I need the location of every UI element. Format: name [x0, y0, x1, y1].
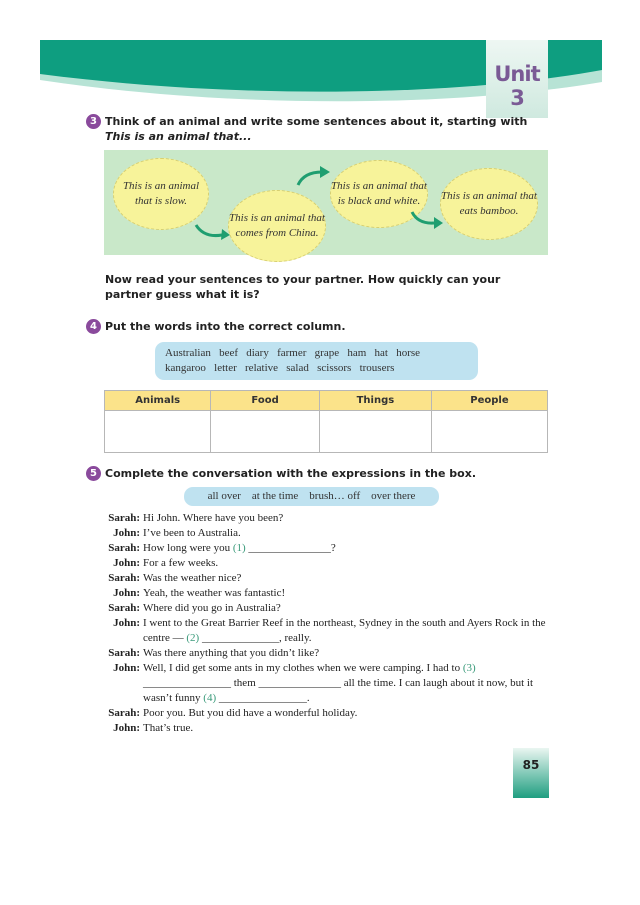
- animals-cell[interactable]: [105, 411, 211, 453]
- speaker: John:: [113, 662, 140, 674]
- blank-number: (3): [462, 662, 476, 674]
- text-segment: Where did you go in Australia?: [143, 602, 281, 614]
- dialogue-line: [102, 616, 552, 646]
- text-segment: Was there anything that you didn’t like?: [143, 647, 320, 659]
- bubble-4: This is an animal that eats bamboo.: [440, 168, 538, 240]
- food-cell[interactable]: [211, 411, 320, 453]
- blank-number: (1): [232, 542, 246, 554]
- dialogue-line: [102, 571, 552, 586]
- unit-title: Unit 3: [494, 62, 540, 110]
- text-segment: Hi John. Where have you been?: [143, 512, 284, 524]
- arrow-icons: [104, 150, 548, 255]
- text-segment: Well, I did get some ants in my clothes when we were camping. I had to: [143, 662, 463, 674]
- dialogue-line: [102, 586, 552, 601]
- things-cell[interactable]: [319, 411, 431, 453]
- instruction-text: Think of an animal and write some sentences about it, starting with: [105, 115, 528, 128]
- text-segment: I went to the Great Barrier Reef in the northeast, Sydney in the south and Ayers Rock in the centre —: [143, 617, 546, 644]
- column-food: Food: [211, 391, 320, 411]
- dialogue-line: [102, 541, 552, 556]
- speaker: Sarah:: [108, 512, 140, 524]
- speaker: John:: [113, 527, 140, 539]
- line-text: [143, 556, 552, 571]
- line-text: [143, 586, 552, 601]
- text-segment: ______________, really.: [199, 632, 312, 644]
- text-segment: That’s true.: [143, 722, 194, 734]
- exercise-3-number: 3: [86, 114, 101, 129]
- bubble-2: This is an animal that comes from China.: [228, 190, 326, 262]
- exercise-4-number: 4: [86, 319, 101, 334]
- line-text: [143, 706, 552, 721]
- text-segment: For a few weeks.: [143, 557, 219, 569]
- text-segment: How long were you: [143, 542, 233, 554]
- line-text: [143, 526, 552, 541]
- line-text: [143, 721, 552, 736]
- text-segment: ________________ them _______________ all the time. I can laugh about it now, but it wasn’t funny: [143, 677, 534, 704]
- column-things: Things: [319, 391, 431, 411]
- speaker: John:: [113, 722, 140, 734]
- expressions-box: all over at the time brush… off over there: [184, 487, 439, 506]
- exercise-3-followup: Now read your sentences to your partner. How quickly can your partner guess what it is?: [105, 273, 501, 301]
- column-people: People: [431, 391, 547, 411]
- line-text: [143, 616, 552, 646]
- conversation: [102, 511, 552, 736]
- dialogue-line: [102, 661, 552, 706]
- exercise-3-instruction: [105, 114, 550, 144]
- speaker: John:: [113, 617, 140, 629]
- dialogue-line: [102, 721, 552, 736]
- blank-number: (4): [203, 692, 217, 704]
- blank-number: (2): [186, 632, 200, 644]
- dialogue-line: [102, 556, 552, 571]
- instruction-italic: This is an animal that...: [105, 130, 252, 143]
- exercise-4-instruction: Put the words into the correct column.: [105, 320, 346, 333]
- dialogue-line: [102, 646, 552, 661]
- speaker: Sarah:: [108, 602, 140, 614]
- speaker: Sarah:: [108, 572, 140, 584]
- dialogue-line: [102, 706, 552, 721]
- text-segment: ________________.: [216, 692, 310, 704]
- speaker: Sarah:: [108, 707, 140, 719]
- speaker: Sarah:: [108, 647, 140, 659]
- page-number: 85: [513, 748, 549, 798]
- exercise-5-number: 5: [86, 466, 101, 481]
- text-segment: Was the weather nice?: [143, 572, 242, 584]
- exercise-5-instruction: Complete the conversation with the expressions in the box.: [105, 467, 476, 480]
- people-cell[interactable]: [431, 411, 547, 453]
- dialogue-line: [102, 526, 552, 541]
- line-text: [143, 541, 552, 556]
- speaker: John:: [113, 557, 140, 569]
- speaker: Sarah:: [108, 542, 140, 554]
- bubble-3: This is an animal that is black and white.: [330, 160, 428, 228]
- line-text: [143, 601, 552, 616]
- line-text: [143, 646, 552, 661]
- dialogue-line: [102, 511, 552, 526]
- sorting-table: [104, 390, 548, 453]
- text-segment: I’ve been to Australia.: [143, 527, 241, 539]
- line-text: [143, 511, 552, 526]
- text-segment: Yeah, the weather was fantastic!: [143, 587, 286, 599]
- column-animals: Animals: [105, 391, 211, 411]
- word-box: [155, 342, 478, 380]
- line-text: [143, 661, 552, 706]
- text-segment: Poor you. But you did have a wonderful holiday.: [143, 707, 358, 719]
- text-segment: _______________?: [245, 542, 336, 554]
- speaker: John:: [113, 587, 140, 599]
- word-line-1: Australian beef diary farmer grape ham hat horse: [165, 347, 421, 359]
- dialogue-line: [102, 601, 552, 616]
- line-text: [143, 571, 552, 586]
- bubble-1: This is an animal that is slow.: [113, 158, 209, 230]
- word-line-2: kangaroo letter relative salad scissors trousers: [165, 362, 395, 374]
